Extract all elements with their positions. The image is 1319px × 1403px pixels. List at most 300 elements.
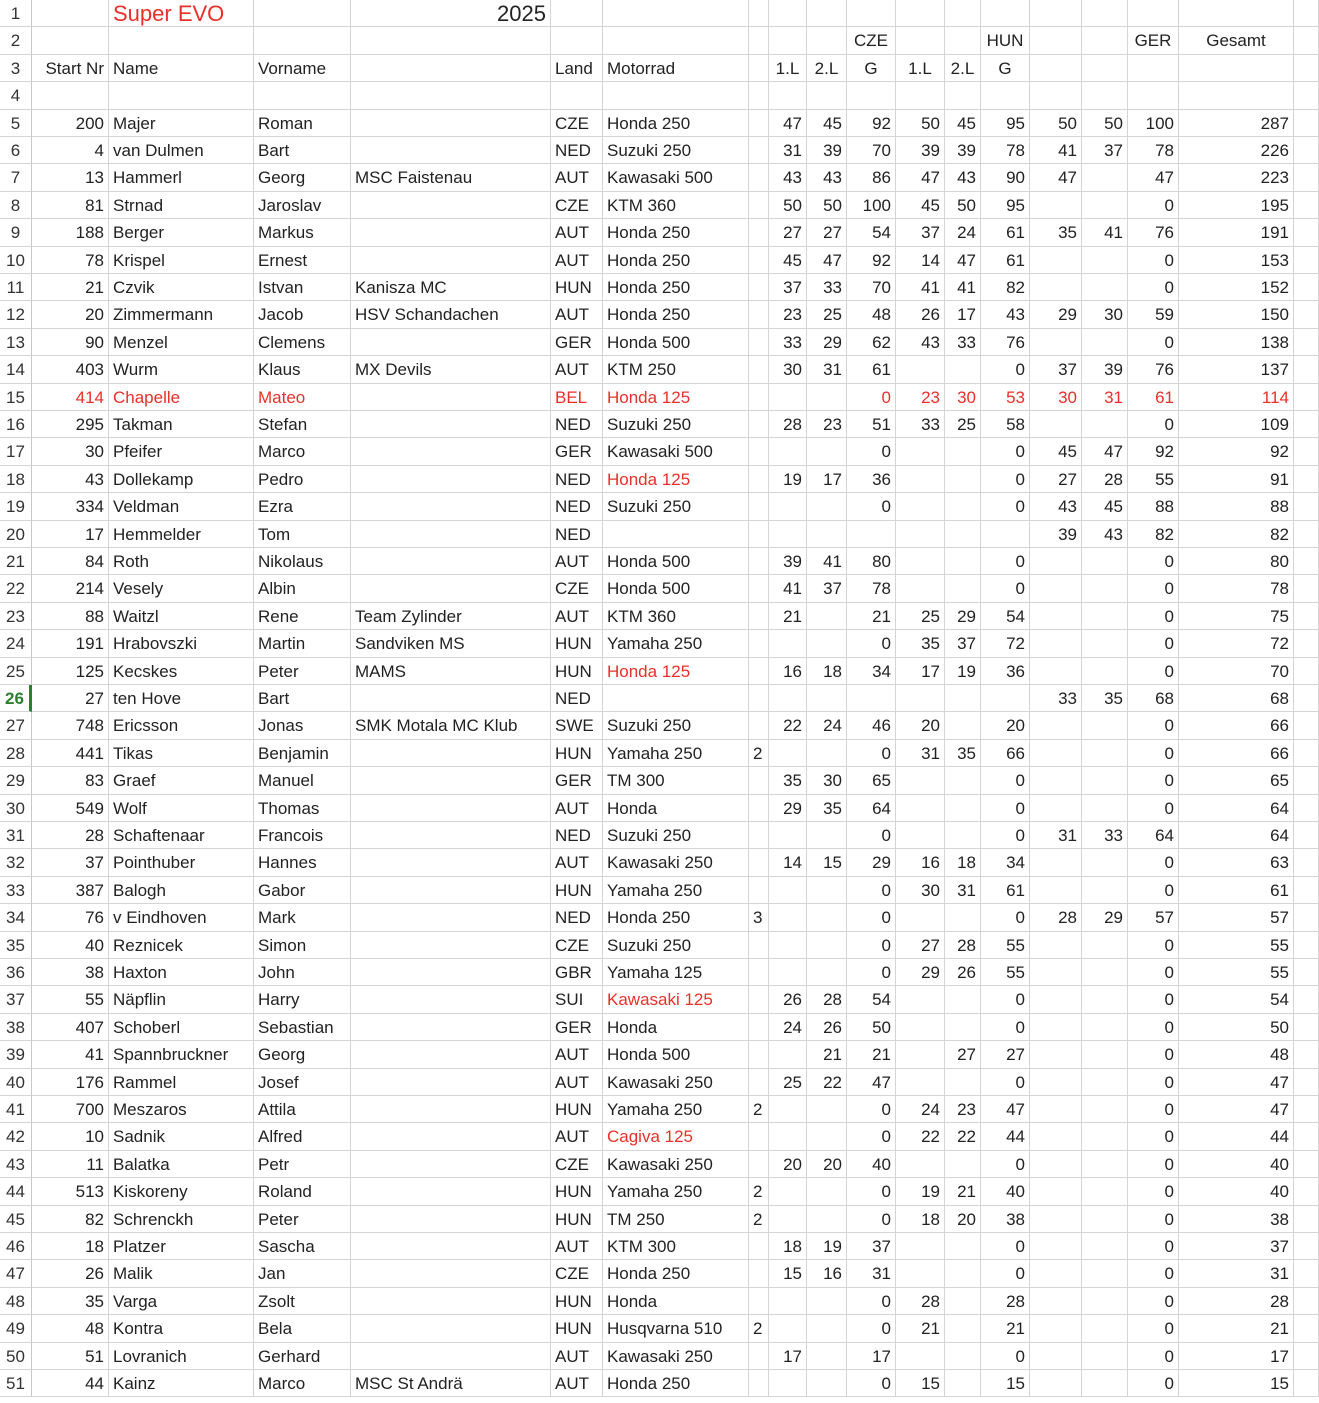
cell-hg[interactable]: 21	[981, 1315, 1030, 1342]
cell-c2[interactable]	[807, 603, 847, 630]
column-header[interactable]	[1294, 55, 1319, 82]
cell-hg[interactable]: 0	[981, 822, 1030, 849]
cell-name[interactable]: Vesely	[109, 575, 254, 602]
cell-club[interactable]	[351, 411, 551, 438]
cell-h2[interactable]	[945, 1315, 981, 1342]
cell-gg[interactable]: 59	[1128, 301, 1179, 328]
cell-land[interactable]: HUN	[551, 1315, 603, 1342]
cell-start[interactable]: 20	[32, 301, 109, 328]
cell[interactable]	[32, 82, 109, 109]
cell-name[interactable]: van Dulmen	[109, 137, 254, 164]
cell-land[interactable]: GBR	[551, 959, 603, 986]
cell-cg[interactable]: 34	[847, 658, 896, 685]
cell[interactable]	[1294, 411, 1319, 438]
cell-vorname[interactable]: Zsolt	[254, 1288, 351, 1315]
cell[interactable]	[1082, 0, 1128, 27]
cell-hg[interactable]: 0	[981, 548, 1030, 575]
cell-cg[interactable]: 0	[847, 1370, 896, 1397]
cell-cg[interactable]: 48	[847, 301, 896, 328]
cell-moto[interactable]: Kawasaki 500	[603, 164, 749, 191]
cell-gg[interactable]: 57	[1128, 904, 1179, 931]
cell-h1[interactable]	[896, 1233, 945, 1260]
cell-land[interactable]: NED	[551, 904, 603, 931]
cell-vorname[interactable]: Alfred	[254, 1123, 351, 1150]
cell-hg[interactable]: 0	[981, 986, 1030, 1013]
cell-total[interactable]: 138	[1179, 329, 1294, 356]
cell-total[interactable]: 195	[1179, 192, 1294, 219]
cell-c2[interactable]: 47	[807, 247, 847, 274]
cell-g2[interactable]: 33	[1082, 822, 1128, 849]
cell-c1[interactable]	[769, 1206, 807, 1233]
cell-h2[interactable]: 50	[945, 192, 981, 219]
cell-gg[interactable]: 0	[1128, 411, 1179, 438]
cell-x[interactable]	[749, 1288, 769, 1315]
cell-gg[interactable]: 0	[1128, 247, 1179, 274]
cell-x[interactable]: 3	[749, 904, 769, 931]
cell-c1[interactable]: 30	[769, 356, 807, 383]
cell[interactable]	[1294, 575, 1319, 602]
cell[interactable]	[1294, 301, 1319, 328]
cell-h2[interactable]: 25	[945, 411, 981, 438]
cell-x[interactable]	[749, 548, 769, 575]
cell-c1[interactable]: 47	[769, 110, 807, 137]
cell-gg[interactable]: 0	[1128, 658, 1179, 685]
cell[interactable]	[749, 82, 769, 109]
cell-x[interactable]	[749, 986, 769, 1013]
cell-vorname[interactable]: Georg	[254, 164, 351, 191]
cell-cg[interactable]: 62	[847, 329, 896, 356]
cell-x[interactable]	[749, 1151, 769, 1178]
cell-cg[interactable]: 0	[847, 822, 896, 849]
cell-start[interactable]: 334	[32, 493, 109, 520]
cell-name[interactable]: Menzel	[109, 329, 254, 356]
cell-start[interactable]: 4	[32, 137, 109, 164]
cell-x[interactable]	[749, 247, 769, 274]
cell[interactable]	[603, 82, 749, 109]
cell-h1[interactable]	[896, 438, 945, 465]
cell-vorname[interactable]: Nikolaus	[254, 548, 351, 575]
cell-land[interactable]: HUN	[551, 1096, 603, 1123]
cell-cg[interactable]: 92	[847, 247, 896, 274]
cell-land[interactable]: HUN	[551, 630, 603, 657]
cell-gg[interactable]: 0	[1128, 1041, 1179, 1068]
cell[interactable]	[1294, 1178, 1319, 1205]
column-header[interactable]: G	[981, 55, 1030, 82]
cell[interactable]	[807, 27, 847, 54]
cell-h2[interactable]	[945, 438, 981, 465]
cell-g2[interactable]	[1082, 411, 1128, 438]
cell-cg[interactable]: 92	[847, 110, 896, 137]
cell-vorname[interactable]: Markus	[254, 219, 351, 246]
cell[interactable]	[749, 0, 769, 27]
cell-club[interactable]	[351, 466, 551, 493]
cell-land[interactable]: SUI	[551, 986, 603, 1013]
cell-name[interactable]: Kontra	[109, 1315, 254, 1342]
cell-moto[interactable]: Kawasaki 125	[603, 986, 749, 1013]
cell[interactable]	[1294, 110, 1319, 137]
cell-club[interactable]: MSC Faistenau	[351, 164, 551, 191]
cell-total[interactable]: 31	[1179, 1260, 1294, 1287]
cell-x[interactable]	[749, 438, 769, 465]
cell-club[interactable]: MAMS	[351, 658, 551, 685]
cell-start[interactable]: 513	[32, 1178, 109, 1205]
cell-start[interactable]: 28	[32, 822, 109, 849]
cell-g1[interactable]	[1030, 1206, 1082, 1233]
cell-start[interactable]: 30	[32, 438, 109, 465]
cell-h1[interactable]: 16	[896, 849, 945, 876]
cell-cg[interactable]: 0	[847, 1315, 896, 1342]
cell-start[interactable]: 295	[32, 411, 109, 438]
cell-land[interactable]: GER	[551, 438, 603, 465]
cell-g1[interactable]	[1030, 1343, 1082, 1370]
column-header[interactable]: G	[847, 55, 896, 82]
cell-name[interactable]: Meszaros	[109, 1096, 254, 1123]
cell-c2[interactable]: 22	[807, 1069, 847, 1096]
cell-g2[interactable]	[1082, 1288, 1128, 1315]
cell-c1[interactable]	[769, 932, 807, 959]
cell[interactable]	[1030, 0, 1082, 27]
cell-name[interactable]: Platzer	[109, 1233, 254, 1260]
cell-club[interactable]	[351, 329, 551, 356]
cell-x[interactable]	[749, 110, 769, 137]
cell-gg[interactable]: 0	[1128, 1206, 1179, 1233]
cell-club[interactable]	[351, 1288, 551, 1315]
cell-c2[interactable]	[807, 521, 847, 548]
cell-land[interactable]: HUN	[551, 1178, 603, 1205]
cell-total[interactable]: 152	[1179, 274, 1294, 301]
cell-cg[interactable]: 0	[847, 493, 896, 520]
cell[interactable]	[1294, 356, 1319, 383]
cell-vorname[interactable]: Jacob	[254, 301, 351, 328]
cell-g1[interactable]: 33	[1030, 685, 1082, 712]
cell-c1[interactable]: 20	[769, 1151, 807, 1178]
cell-g2[interactable]	[1082, 1123, 1128, 1150]
cell[interactable]	[1294, 0, 1319, 27]
cell-h2[interactable]: 45	[945, 110, 981, 137]
cell-moto[interactable]: Honda 500	[603, 329, 749, 356]
cell-name[interactable]: Reznicek	[109, 932, 254, 959]
cell-g2[interactable]	[1082, 1206, 1128, 1233]
cell-c2[interactable]: 37	[807, 575, 847, 602]
cell-x[interactable]	[749, 959, 769, 986]
cell-h2[interactable]	[945, 986, 981, 1013]
cell-g1[interactable]: 35	[1030, 219, 1082, 246]
cell[interactable]	[981, 0, 1030, 27]
cell-moto[interactable]: Kawasaki 250	[603, 1343, 749, 1370]
cell-g1[interactable]	[1030, 603, 1082, 630]
cell-name[interactable]: Hrabovszki	[109, 630, 254, 657]
cell-moto[interactable]: Kawasaki 500	[603, 438, 749, 465]
cell-vorname[interactable]: Josef	[254, 1069, 351, 1096]
cell-cg[interactable]: 29	[847, 849, 896, 876]
cell-total[interactable]: 64	[1179, 795, 1294, 822]
cell-gg[interactable]: 0	[1128, 1123, 1179, 1150]
cell-c1[interactable]	[769, 493, 807, 520]
cell-land[interactable]: AUT	[551, 603, 603, 630]
cell-total[interactable]: 68	[1179, 685, 1294, 712]
cell-c1[interactable]: 14	[769, 849, 807, 876]
cell-g1[interactable]: 27	[1030, 466, 1082, 493]
cell-h2[interactable]	[945, 356, 981, 383]
cell-land[interactable]: CZE	[551, 1151, 603, 1178]
cell-club[interactable]	[351, 740, 551, 767]
cell-x[interactable]: 2	[749, 1096, 769, 1123]
cell-h2[interactable]: 19	[945, 658, 981, 685]
cell-moto[interactable]: Yamaha 250	[603, 1096, 749, 1123]
cell-g2[interactable]	[1082, 1260, 1128, 1287]
cell-c1[interactable]	[769, 521, 807, 548]
cell-g1[interactable]	[1030, 1096, 1082, 1123]
cell-g2[interactable]: 43	[1082, 521, 1128, 548]
cell-x[interactable]	[749, 1233, 769, 1260]
cell[interactable]	[1294, 1151, 1319, 1178]
cell-h1[interactable]: 17	[896, 658, 945, 685]
cell-x[interactable]	[749, 274, 769, 301]
cell-h2[interactable]	[945, 904, 981, 931]
cell[interactable]	[1294, 1096, 1319, 1123]
cell-cg[interactable]: 64	[847, 795, 896, 822]
cell-land[interactable]: GER	[551, 329, 603, 356]
cell-gg[interactable]: 0	[1128, 767, 1179, 794]
cell-club[interactable]	[351, 959, 551, 986]
cell-c1[interactable]	[769, 740, 807, 767]
cell-total[interactable]: 91	[1179, 466, 1294, 493]
cell-moto[interactable]: TM 250	[603, 1206, 749, 1233]
cell-total[interactable]: 28	[1179, 1288, 1294, 1315]
cell-gg[interactable]: 0	[1128, 1151, 1179, 1178]
cell-start[interactable]: 18	[32, 1233, 109, 1260]
cell[interactable]	[1294, 712, 1319, 739]
cell-land[interactable]: CZE	[551, 1260, 603, 1287]
cell-cg[interactable]: 51	[847, 411, 896, 438]
cell[interactable]	[769, 27, 807, 54]
cell-land[interactable]: NED	[551, 685, 603, 712]
cell-c2[interactable]: 50	[807, 192, 847, 219]
cell-c1[interactable]	[769, 1041, 807, 1068]
cell-x[interactable]	[749, 849, 769, 876]
cell-g1[interactable]: 28	[1030, 904, 1082, 931]
cell-moto[interactable]: Honda 500	[603, 548, 749, 575]
cell-x[interactable]	[749, 767, 769, 794]
cell-x[interactable]: 2	[749, 1178, 769, 1205]
cell-club[interactable]	[351, 110, 551, 137]
column-header[interactable]: 1.L	[769, 55, 807, 82]
cell-hg[interactable]: 0	[981, 767, 1030, 794]
cell-moto[interactable]: Kawasaki 250	[603, 1151, 749, 1178]
cell-gg[interactable]: 61	[1128, 384, 1179, 411]
cell-name[interactable]: Zimmermann	[109, 301, 254, 328]
cell-start[interactable]: 88	[32, 603, 109, 630]
cell-total[interactable]: 226	[1179, 137, 1294, 164]
cell-club[interactable]: Kanisza MC	[351, 274, 551, 301]
cell[interactable]	[1082, 27, 1128, 54]
cell-g2[interactable]	[1082, 1151, 1128, 1178]
cell-vorname[interactable]: Petr	[254, 1151, 351, 1178]
cell-start[interactable]: 82	[32, 1206, 109, 1233]
cell-cg[interactable]: 61	[847, 356, 896, 383]
cell-club[interactable]	[351, 1151, 551, 1178]
cell-gg[interactable]: 47	[1128, 164, 1179, 191]
cell-c2[interactable]	[807, 1315, 847, 1342]
cell-cg[interactable]	[847, 521, 896, 548]
cell-hg[interactable]: 43	[981, 301, 1030, 328]
cell-total[interactable]: 70	[1179, 658, 1294, 685]
cell-moto[interactable]: Honda	[603, 1014, 749, 1041]
cell-hg[interactable]: 36	[981, 658, 1030, 685]
cell-vorname[interactable]: Albin	[254, 575, 351, 602]
cell-cg[interactable]: 54	[847, 219, 896, 246]
cell-cg[interactable]: 0	[847, 740, 896, 767]
cell-g2[interactable]	[1082, 575, 1128, 602]
cell-vorname[interactable]: Peter	[254, 1206, 351, 1233]
cell[interactable]	[1294, 904, 1319, 931]
cell-c2[interactable]: 28	[807, 986, 847, 1013]
cell-g1[interactable]	[1030, 932, 1082, 959]
cell-vorname[interactable]: Mateo	[254, 384, 351, 411]
cell-c1[interactable]	[769, 438, 807, 465]
cell-name[interactable]: Wolf	[109, 795, 254, 822]
cell-hg[interactable]: 0	[981, 795, 1030, 822]
cell-moto[interactable]: Suzuki 250	[603, 712, 749, 739]
cell-gg[interactable]: 0	[1128, 1315, 1179, 1342]
cell-moto[interactable]: Suzuki 250	[603, 411, 749, 438]
cell-total[interactable]: 55	[1179, 932, 1294, 959]
cell-h2[interactable]: 35	[945, 740, 981, 767]
cell-x[interactable]	[749, 877, 769, 904]
cell-h2[interactable]: 18	[945, 849, 981, 876]
cell-c1[interactable]	[769, 1178, 807, 1205]
cell-c2[interactable]	[807, 1123, 847, 1150]
cell-land[interactable]: AUT	[551, 1370, 603, 1397]
cell-gg[interactable]: 100	[1128, 110, 1179, 137]
cell-gg[interactable]: 78	[1128, 137, 1179, 164]
cell[interactable]	[254, 82, 351, 109]
cell-c2[interactable]: 31	[807, 356, 847, 383]
cell-cg[interactable]: 0	[847, 384, 896, 411]
cell-club[interactable]: SMK Motala MC Klub	[351, 712, 551, 739]
cell-g2[interactable]	[1082, 767, 1128, 794]
cell-moto[interactable]: Honda 250	[603, 1260, 749, 1287]
cell-c1[interactable]: 31	[769, 137, 807, 164]
cell-g1[interactable]	[1030, 1315, 1082, 1342]
cell[interactable]	[1294, 164, 1319, 191]
cell-club[interactable]	[351, 932, 551, 959]
cell-c2[interactable]: 35	[807, 795, 847, 822]
cell-hg[interactable]: 34	[981, 849, 1030, 876]
cell-c1[interactable]: 27	[769, 219, 807, 246]
cell-gg[interactable]: 0	[1128, 1233, 1179, 1260]
cell-start[interactable]: 176	[32, 1069, 109, 1096]
cell-g2[interactable]	[1082, 712, 1128, 739]
cell-g2[interactable]	[1082, 1069, 1128, 1096]
cell-land[interactable]: AUT	[551, 1233, 603, 1260]
cell-name[interactable]: Tikas	[109, 740, 254, 767]
cell-start[interactable]: 407	[32, 1014, 109, 1041]
cell-vorname[interactable]: Gerhard	[254, 1343, 351, 1370]
cell-moto[interactable]: Yamaha 250	[603, 1178, 749, 1205]
cell-land[interactable]: AUT	[551, 356, 603, 383]
column-header[interactable]	[1179, 55, 1294, 82]
cell-hg[interactable]: 55	[981, 932, 1030, 959]
cell-g1[interactable]	[1030, 877, 1082, 904]
cell-total[interactable]: 48	[1179, 1041, 1294, 1068]
cell-c2[interactable]: 45	[807, 110, 847, 137]
cell-gg[interactable]: 0	[1128, 548, 1179, 575]
cell-c2[interactable]	[807, 740, 847, 767]
cell-land[interactable]: CZE	[551, 192, 603, 219]
cell-hg[interactable]: 55	[981, 959, 1030, 986]
column-header[interactable]: Start Nr	[32, 55, 109, 82]
cell-gg[interactable]: 76	[1128, 219, 1179, 246]
cell-c2[interactable]: 29	[807, 329, 847, 356]
cell-g1[interactable]	[1030, 411, 1082, 438]
cell[interactable]	[1294, 767, 1319, 794]
cell-h2[interactable]	[945, 1343, 981, 1370]
cell-cg[interactable]: 0	[847, 438, 896, 465]
cell[interactable]	[1294, 27, 1319, 54]
cell-land[interactable]: AUT	[551, 1343, 603, 1370]
cell-c2[interactable]	[807, 438, 847, 465]
cell-total[interactable]: 63	[1179, 849, 1294, 876]
column-header[interactable]	[1128, 55, 1179, 82]
cell-cg[interactable]: 36	[847, 466, 896, 493]
column-header[interactable]: Vorname	[254, 55, 351, 82]
cell-gg[interactable]: 76	[1128, 356, 1179, 383]
cell-start[interactable]: 55	[32, 986, 109, 1013]
cell-cg[interactable]: 70	[847, 137, 896, 164]
cell-gg[interactable]: 0	[1128, 1260, 1179, 1287]
cell-start[interactable]: 748	[32, 712, 109, 739]
cell-g2[interactable]	[1082, 630, 1128, 657]
cell[interactable]	[1294, 1315, 1319, 1342]
cell[interactable]	[1294, 959, 1319, 986]
cell-c1[interactable]: 35	[769, 767, 807, 794]
cell-land[interactable]: NED	[551, 822, 603, 849]
cell-cg[interactable]: 86	[847, 164, 896, 191]
cell-x[interactable]	[749, 795, 769, 822]
cell[interactable]	[1294, 1260, 1319, 1287]
cell-land[interactable]: AUT	[551, 1069, 603, 1096]
cell-x[interactable]: 2	[749, 1206, 769, 1233]
cell-start[interactable]: 387	[32, 877, 109, 904]
cell-x[interactable]	[749, 356, 769, 383]
cell-g2[interactable]	[1082, 247, 1128, 274]
cell-c2[interactable]: 16	[807, 1260, 847, 1287]
cell-moto[interactable]: Honda 500	[603, 1041, 749, 1068]
cell-club[interactable]	[351, 877, 551, 904]
cell-total[interactable]: 75	[1179, 603, 1294, 630]
cell-h1[interactable]: 20	[896, 712, 945, 739]
cell-land[interactable]: AUT	[551, 247, 603, 274]
cell-vorname[interactable]: Peter	[254, 658, 351, 685]
cell-moto[interactable]: Yamaha 125	[603, 959, 749, 986]
cell-h1[interactable]: 14	[896, 247, 945, 274]
header-country-ger[interactable]: GER	[1128, 27, 1179, 54]
cell-club[interactable]	[351, 219, 551, 246]
cell-total[interactable]: 137	[1179, 356, 1294, 383]
cell-total[interactable]: 38	[1179, 1206, 1294, 1233]
cell[interactable]	[945, 27, 981, 54]
cell-vorname[interactable]: Harry	[254, 986, 351, 1013]
cell-name[interactable]: Lovranich	[109, 1343, 254, 1370]
cell-cg[interactable]: 0	[847, 932, 896, 959]
cell-land[interactable]: NED	[551, 137, 603, 164]
cell-hg[interactable]: 20	[981, 712, 1030, 739]
cell-cg[interactable]: 80	[847, 548, 896, 575]
cell-c1[interactable]: 39	[769, 548, 807, 575]
cell-start[interactable]: 78	[32, 247, 109, 274]
cell-g2[interactable]: 35	[1082, 685, 1128, 712]
